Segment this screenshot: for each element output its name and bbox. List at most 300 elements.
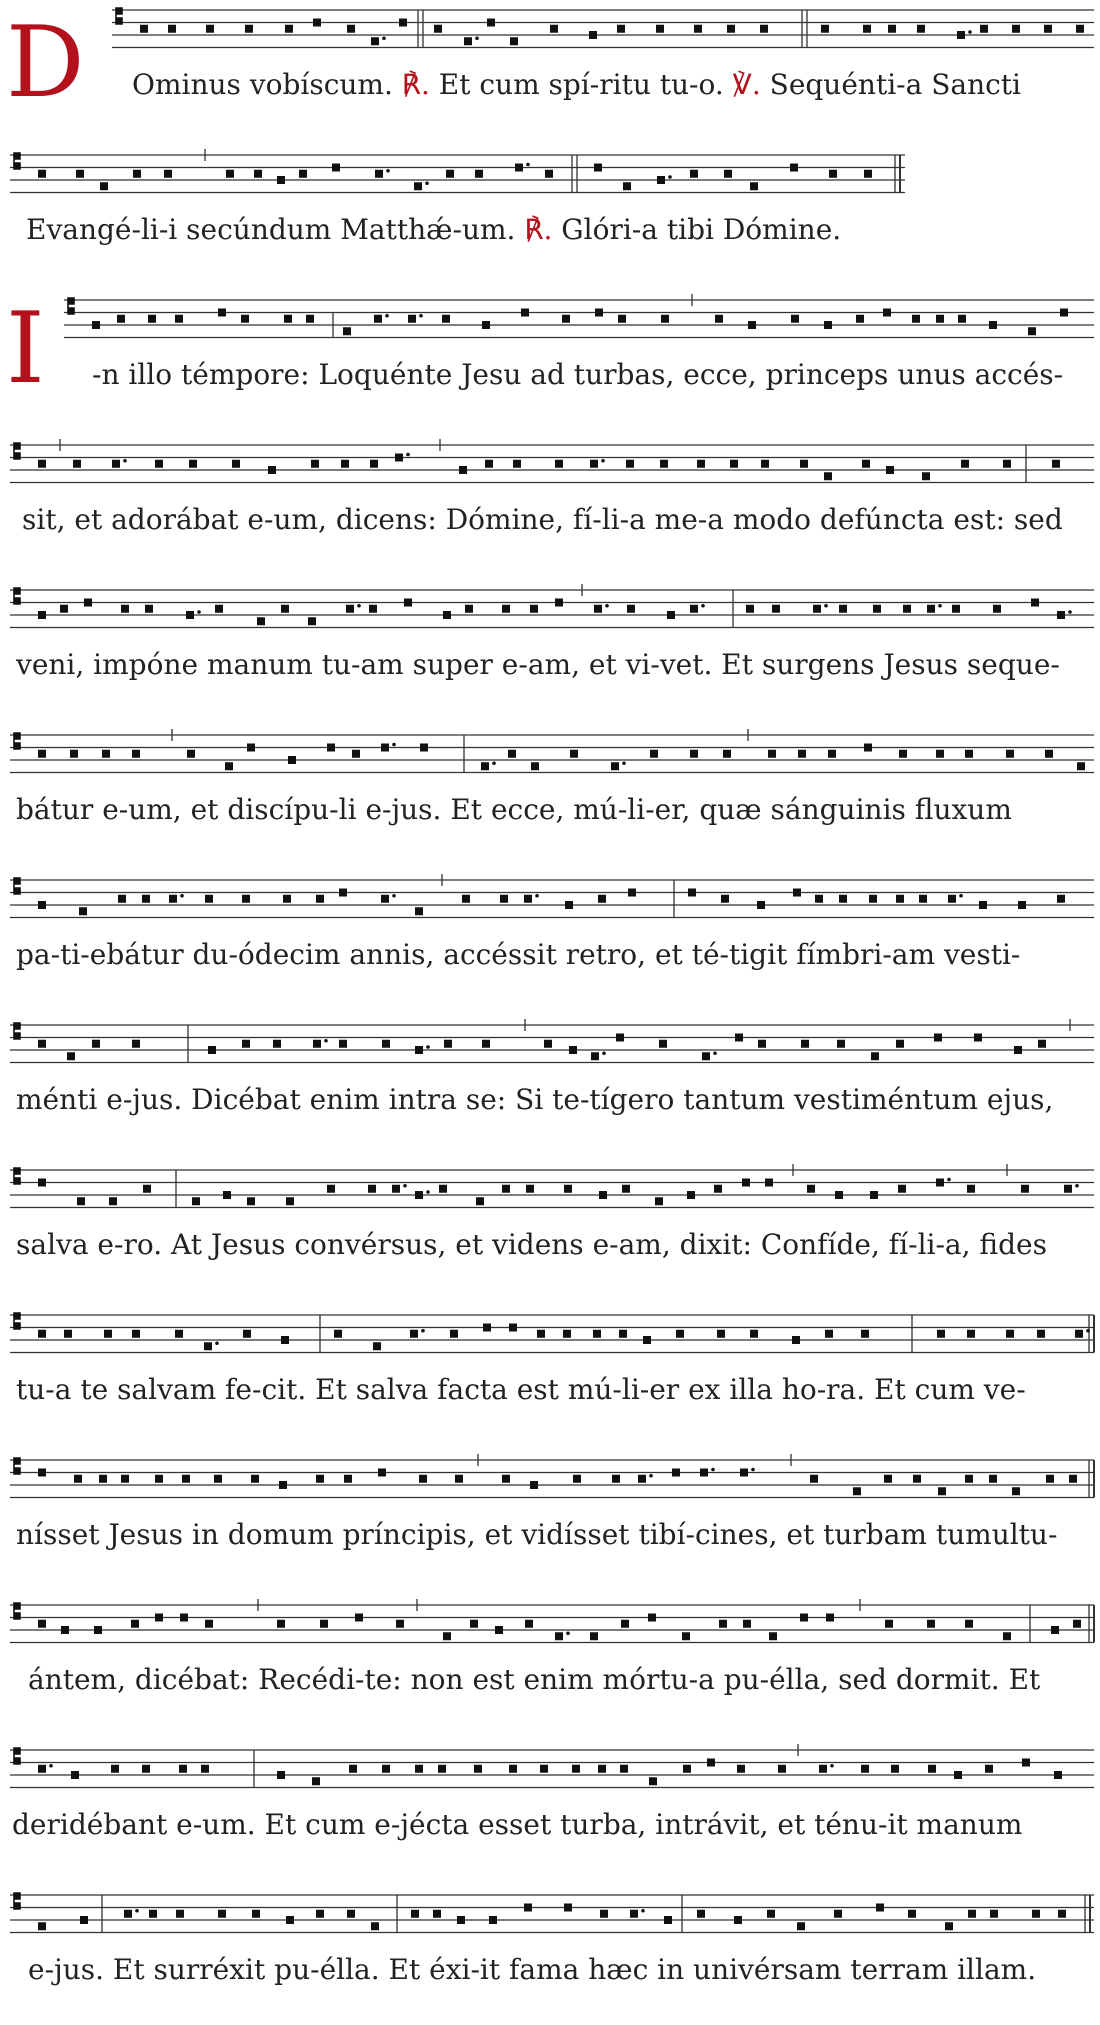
do-clef-icon [14, 588, 20, 604]
neume-note [346, 605, 354, 613]
neume-note [824, 321, 832, 329]
neume-note [77, 1197, 85, 1205]
neume-note [1054, 1771, 1062, 1779]
neume-note [1038, 1040, 1046, 1048]
mora-dot [968, 30, 972, 34]
neume-note [38, 1469, 46, 1477]
neume-note [1021, 1185, 1029, 1193]
neume-note [965, 750, 973, 758]
neume-note [513, 460, 521, 468]
neume-note [510, 37, 518, 45]
neume-note [957, 31, 965, 39]
neume-note [883, 309, 891, 317]
neume-note [1031, 599, 1039, 607]
mora-dot [947, 1178, 951, 1182]
neume-note [824, 472, 832, 480]
neume-note [1060, 309, 1068, 317]
neume-note [980, 25, 988, 33]
neume-note [864, 170, 872, 178]
neume-note [719, 1620, 727, 1628]
neume-note [457, 1916, 465, 1924]
neume-note [828, 750, 836, 758]
lyric-line [12, 1810, 1090, 1840]
neume-note [247, 744, 255, 752]
neume-note [247, 1197, 255, 1205]
neume-note [71, 1771, 79, 1779]
neume-note [594, 164, 602, 172]
neume-note [531, 762, 539, 770]
neume-note [573, 1475, 581, 1483]
neume-note [313, 19, 321, 27]
neume-note [64, 1330, 72, 1338]
neume-note [898, 1185, 906, 1193]
neume-note [564, 1185, 572, 1193]
neume-note [175, 1330, 183, 1338]
chant-system [0, 580, 1100, 720]
neume-note [1012, 1487, 1020, 1495]
neume-note [155, 460, 163, 468]
neume-note [767, 1910, 775, 1918]
neume-note [257, 617, 265, 625]
neume-note [919, 895, 927, 903]
neume-note [564, 1904, 572, 1912]
mora-dot [406, 453, 410, 457]
neume-note [502, 1185, 510, 1193]
neume-note [61, 1626, 69, 1634]
mora-dot [701, 604, 705, 608]
chant-system [0, 1305, 1100, 1445]
neume-note [214, 1475, 222, 1483]
neume-note [443, 611, 451, 619]
neume-note [690, 170, 698, 178]
neume-note [142, 895, 150, 903]
neume-note [232, 460, 240, 468]
neume-note [79, 907, 87, 915]
lyric-text: Glóri-a tibi Dómine. [552, 213, 842, 246]
neume-note [623, 182, 631, 190]
staff [0, 145, 1100, 205]
lyric-line [16, 1230, 1090, 1260]
neume-note [374, 315, 382, 323]
lyric-line [16, 940, 1090, 970]
staff [0, 1015, 1100, 1075]
neume-note [132, 1330, 140, 1338]
neume-note [611, 762, 619, 770]
neume-note [630, 1910, 638, 1918]
neume-note [225, 762, 233, 770]
neume-note [869, 895, 877, 903]
neume-note [643, 1336, 651, 1344]
neume-note [934, 1034, 942, 1042]
response-symbol: ℟. [524, 213, 553, 246]
neume-note [281, 1336, 289, 1344]
chant-system [0, 290, 1100, 430]
neume-note [1057, 895, 1065, 903]
mora-dot [180, 894, 184, 898]
neume-note [1077, 762, 1085, 770]
neume-note [370, 460, 378, 468]
mora-dot [426, 1190, 430, 1194]
neume-note [721, 895, 729, 903]
neume-note [148, 315, 156, 323]
neume-note [936, 315, 944, 323]
neume-note [537, 1330, 545, 1338]
neume-note [839, 605, 847, 613]
neume-note [765, 1179, 773, 1187]
lyric-text: salva e-ro. At Jesus convérsus, et videns e-am, dixit: Confíde, fí-li-a, fides [16, 1228, 1047, 1261]
neume-note [149, 1910, 157, 1918]
neume-note [772, 605, 780, 613]
neume-note [80, 1916, 88, 1924]
divider-bar [1089, 1315, 1094, 1353]
do-clef-icon [14, 443, 20, 459]
lyric-line [16, 1520, 1090, 1550]
lyric-text: veni, impóne manum tu-am super e-am, et vi-vet. Et surgens Jesus seque- [16, 648, 1060, 681]
neume-note [797, 1922, 805, 1930]
neume-note [1014, 1046, 1022, 1054]
neume-note [415, 907, 423, 915]
neume-note [619, 1330, 627, 1338]
neume-note [316, 1910, 324, 1918]
neume-note [155, 1475, 163, 1483]
lyric-line [22, 505, 1090, 535]
neume-note [591, 1052, 599, 1060]
neume-note [1057, 611, 1065, 619]
neume-note [286, 1197, 294, 1205]
neume-note [349, 1765, 357, 1773]
neume-note [825, 1330, 833, 1338]
mora-dot [426, 1045, 430, 1049]
divider-bar [572, 155, 577, 193]
neume-note [131, 1620, 139, 1628]
neume-note [724, 170, 732, 178]
do-clef-icon [14, 1893, 20, 1909]
neume-note [316, 895, 324, 903]
neume-note [415, 1046, 423, 1054]
neume-note [660, 460, 668, 468]
neume-note [415, 1765, 423, 1773]
mora-dot [938, 604, 942, 608]
neume-note [70, 750, 78, 758]
neume-note [464, 37, 472, 45]
neume-note [76, 170, 84, 178]
neume-note [903, 605, 911, 613]
neume-note [618, 315, 626, 323]
neume-note [508, 750, 516, 758]
mora-dot [382, 36, 386, 40]
neume-note [299, 170, 307, 178]
neume-note [344, 1475, 352, 1483]
lyric-text: tu-a te salvam fe-cit. Et salva facta est mú-li-er ex illa ho-ra. Et cum ve- [16, 1373, 1026, 1406]
neume-note [175, 315, 183, 323]
neume-note [434, 25, 442, 33]
neume-note [382, 1765, 390, 1773]
neume-note [715, 315, 723, 323]
neume-note [254, 170, 262, 178]
mora-dot [385, 314, 389, 318]
neume-note [476, 1197, 484, 1205]
neume-note [371, 37, 379, 45]
neume-note [1003, 460, 1011, 468]
neume-note [835, 1191, 843, 1199]
neume-note [958, 315, 966, 323]
neume-note [1069, 1475, 1077, 1483]
neume-note [659, 1040, 667, 1048]
neume-note [252, 1910, 260, 1918]
mora-dot [668, 175, 672, 179]
neume-note [563, 1330, 571, 1338]
neume-note [621, 1620, 629, 1628]
neume-note [864, 744, 872, 752]
do-clef-icon [14, 878, 20, 894]
neume-note [790, 164, 798, 172]
neume-note [913, 1475, 921, 1483]
neume-note [281, 605, 289, 613]
neume-note [102, 750, 110, 758]
neume-note [38, 1040, 46, 1048]
do-clef-icon [116, 8, 122, 24]
neume-note [590, 1632, 598, 1640]
neume-note [251, 1475, 259, 1483]
neume-note [917, 25, 925, 33]
neume-note [470, 1620, 478, 1628]
staff [0, 1595, 1100, 1655]
neume-note [750, 182, 758, 190]
neume-note [369, 605, 377, 613]
neume-note [1051, 1626, 1059, 1634]
neume-note [737, 1765, 745, 1773]
mora-dot [959, 894, 963, 898]
neume-note [38, 750, 46, 758]
mora-dot [824, 604, 828, 608]
neume-note [306, 315, 314, 323]
neume-note [862, 460, 870, 468]
neume-note [396, 1620, 404, 1628]
neume-note [1006, 750, 1014, 758]
neume-note [550, 25, 558, 33]
neume-note [279, 1481, 287, 1489]
chant-system [0, 1160, 1100, 1300]
neume-note [616, 1034, 624, 1042]
neume-note [443, 1632, 451, 1640]
neume-note [952, 605, 960, 613]
neume-note [734, 1916, 742, 1924]
lyric-text: Ominus vobíscum. [132, 68, 402, 101]
neume-note [888, 25, 896, 33]
neume-note [599, 1191, 607, 1199]
mora-dot [751, 1468, 755, 1472]
neume-note [502, 605, 510, 613]
neume-note [544, 1040, 552, 1048]
neume-note [853, 1487, 861, 1495]
staff [0, 870, 1100, 930]
staff [0, 1160, 1100, 1220]
lyric-line [28, 1665, 1090, 1695]
neume-note [404, 599, 412, 607]
mora-dot [526, 163, 530, 167]
lyric-line [16, 795, 1090, 825]
neume-note [945, 1922, 953, 1930]
neume-note [690, 750, 698, 758]
staff [0, 1305, 1100, 1365]
lyric-text: Evangé-li-i secúndum Matthǽ-um. [26, 213, 525, 246]
neume-note [334, 1330, 342, 1338]
neume-note [627, 605, 635, 613]
neume-note [1012, 25, 1020, 33]
neume-note [355, 1614, 363, 1622]
neume-note [655, 1197, 663, 1205]
neume-note [594, 605, 602, 613]
neume-note [562, 315, 570, 323]
neume-note [526, 1185, 534, 1193]
neume-note [928, 1765, 936, 1773]
neume-note [730, 460, 738, 468]
neume-note [381, 744, 389, 752]
neume-note [968, 1910, 976, 1918]
lyric-line [26, 215, 896, 245]
neume-note [617, 25, 625, 33]
neume-note [352, 750, 360, 758]
neume-note [446, 170, 454, 178]
neume-note [620, 1765, 628, 1773]
lyric-line [28, 1955, 1090, 1985]
neume-note [826, 1614, 834, 1622]
neume-note [392, 1185, 400, 1193]
neume-note [589, 31, 597, 39]
neume-note [873, 605, 881, 613]
neume-note [922, 472, 930, 480]
neume-note [277, 1620, 285, 1628]
neume-note [965, 1475, 973, 1483]
neume-note [861, 1330, 869, 1338]
neume-note [100, 182, 108, 190]
neume-note [455, 1475, 463, 1483]
neume-note [312, 1777, 320, 1785]
lyric-text: Et cum spí-ritu tu-o. [429, 68, 733, 101]
neume-note [381, 895, 389, 903]
neume-note [937, 1330, 945, 1338]
mora-dot [601, 459, 605, 463]
mora-dot [357, 604, 361, 608]
neume-note [395, 454, 403, 462]
neume-note [1028, 327, 1036, 335]
lyric-text: bátur e-um, et discípu-li e-jus. Et ecce, mú-li-er, quæ sánguinis fluxum [16, 793, 1012, 826]
neume-note [723, 750, 731, 758]
neume-note [628, 889, 636, 897]
neume-note [1044, 25, 1052, 33]
neume-note [450, 1330, 458, 1338]
response-symbol: ℟. [401, 68, 430, 101]
neume-note [656, 25, 664, 33]
neume-note [192, 1197, 200, 1205]
neume-note [241, 315, 249, 323]
neume-note [694, 25, 702, 33]
do-clef-icon [14, 1313, 20, 1329]
neume-note [792, 1336, 800, 1344]
neume-note [813, 605, 821, 613]
neume-note [979, 901, 987, 909]
mora-dot [197, 610, 201, 614]
neume-note [676, 1330, 684, 1338]
staff [0, 1450, 1100, 1510]
neume-note [524, 1904, 532, 1912]
neume-note [598, 1765, 606, 1773]
neume-note [570, 750, 578, 758]
mora-dot [1086, 1329, 1090, 1333]
neume-note [896, 1040, 904, 1048]
neume-note [683, 1765, 691, 1773]
neume-note [483, 1324, 491, 1332]
mora-dot [622, 761, 626, 765]
neume-note [92, 321, 100, 329]
neume-note [954, 1771, 962, 1779]
chant-system [0, 725, 1100, 865]
neume-note [371, 1922, 379, 1930]
neume-note [927, 605, 935, 613]
neume-note [778, 1765, 786, 1773]
neume-note [284, 315, 292, 323]
neume-note [327, 1185, 335, 1193]
neume-note [667, 611, 675, 619]
neume-note [524, 895, 532, 903]
neume-note [205, 895, 213, 903]
neume-note [84, 599, 92, 607]
mora-dot [392, 894, 396, 898]
chant-system [0, 0, 1100, 140]
neume-note [555, 1632, 563, 1640]
neume-note [347, 25, 355, 33]
drop-initial: I [6, 292, 45, 406]
neume-note [502, 1475, 510, 1483]
neume-note [687, 1191, 695, 1199]
neume-note [268, 466, 276, 474]
neume-note [863, 25, 871, 33]
chant-system [0, 1885, 1100, 2025]
neume-note [60, 605, 68, 613]
lyric-line [16, 650, 1090, 680]
neume-note [218, 309, 226, 317]
neume-note [961, 460, 969, 468]
lyric-text: -n illo témpore: Loquénte Jesu ad turbas, ecce, princeps unus accés- [92, 358, 1064, 391]
neume-note [1076, 25, 1084, 33]
neume-note [661, 315, 669, 323]
neume-note [485, 460, 493, 468]
do-clef-icon [14, 1023, 20, 1039]
neume-note [439, 1185, 447, 1193]
neume-note [94, 1626, 102, 1634]
neume-note [74, 1475, 82, 1483]
neume-note [459, 466, 467, 474]
neume-note [155, 1614, 163, 1622]
neume-note [332, 164, 340, 172]
chant-system [0, 1595, 1100, 1735]
neume-note [242, 1040, 250, 1048]
neume-note [515, 164, 523, 172]
neume-note [688, 889, 696, 897]
neume-note [839, 895, 847, 903]
chant-system [0, 435, 1100, 575]
neume-note [545, 170, 553, 178]
neume-note [798, 750, 806, 758]
mora-dot [421, 1329, 425, 1333]
neume-note [140, 25, 148, 33]
neume-note [727, 25, 735, 33]
neume-note [368, 1185, 376, 1193]
neume-note [474, 1765, 482, 1773]
neume-note [99, 1475, 107, 1483]
neume-note [38, 901, 46, 909]
neume-note [521, 309, 529, 317]
